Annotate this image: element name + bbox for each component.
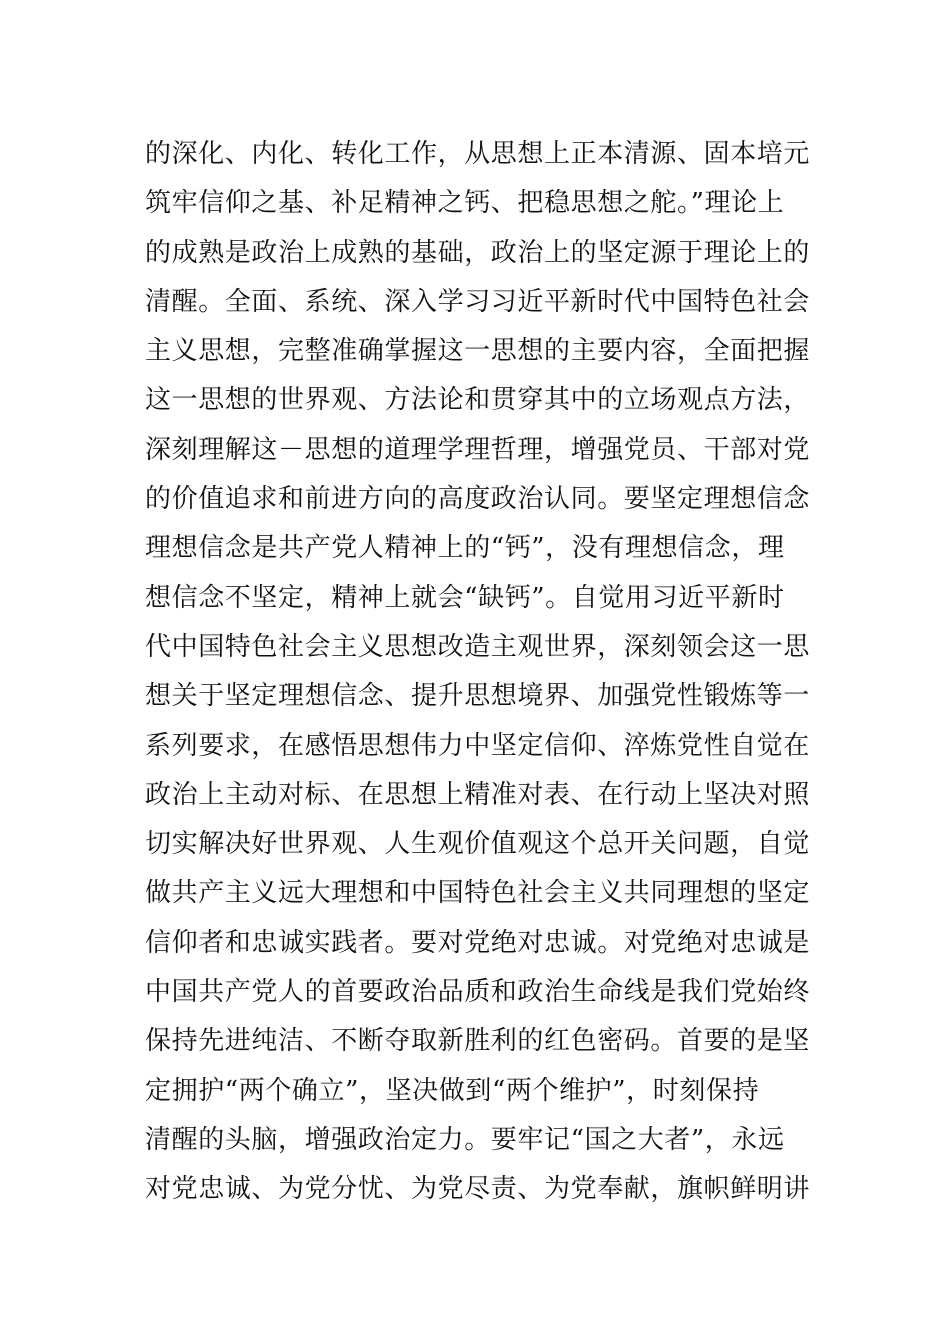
text-line-2: 筑牢信仰之基、补足精神之钙、把稳思想之舵。”理论上	[145, 188, 785, 219]
text-line-21: 清醒的头脑，增强政治定力。要牢记“国之大者”，永远	[145, 1124, 785, 1155]
text-line-10: 想信念不坚定，精神上就会“缺钙”。自觉用习近平新时	[145, 582, 785, 613]
text-line-22: 对党忠诚、为党分忧、为党尽责、为党奉献，旗帜鲜明讲	[145, 1174, 811, 1205]
text-line-7: 深刻理解这－思想的道理学理哲理，增强党员、干部对党	[145, 434, 811, 465]
text-line-16: 做共产主义远大理想和中国特色社会主义共同理想的坚定	[145, 878, 811, 909]
text-line-17: 信仰者和忠诚实践者。要对党绝对忠诚。对党绝对忠诚是	[145, 927, 811, 958]
text-line-19: 保持先进纯洁、不断夺取新胜利的红色密码。首要的是坚	[145, 1026, 811, 1057]
text-line-11: 代中国特色社会主义思想改造主观世界，深刻领会这一思	[145, 631, 811, 662]
text-line-5: 主义思想，完整准确掌握这一思想的主要内容，全面把握	[145, 336, 811, 367]
text-line-12: 想关于坚定理想信念、提升思想境界、加强党性锻炼等一	[145, 681, 811, 712]
text-line-3: 的成熟是政治上成熟的基础，政治上的坚定源于理论上的	[145, 237, 811, 268]
text-line-4: 清醒。全面、系统、深入学习习近平新时代中国特色社会	[145, 286, 811, 317]
text-line-13: 系列要求，在感悟思想伟力中坚定信仰、淬炼党性自觉在	[145, 730, 811, 761]
text-line-1: 的深化、内化、转化工作，从思想上正本清源、固本培元	[145, 139, 811, 169]
text-line-14: 政治上主动对标、在思想上精准对表、在行动上坚决对照	[145, 779, 811, 810]
text-line-18: 中国共产党人的首要政治品质和政治生命线是我们党始终	[145, 977, 811, 1008]
text-line-8: 的价值追求和前进方向的高度政治认同。要坚定理想信念	[145, 484, 811, 515]
text-line-15: 切实解决好世界观、人生观价值观这个总开关问题，自觉	[145, 829, 811, 860]
body-text	[145, 130, 815, 1215]
text-line-20: 定拥护“两个确立”，坚决做到“两个维护”，时刻保持	[145, 1075, 760, 1106]
text-line-6: 这一思想的世界观、方法论和贯穿其中的立场观点方法，	[145, 385, 811, 416]
text-line-9: 理想信念是共产党人精神上的“钙”，没有理想信念，理	[145, 533, 785, 564]
